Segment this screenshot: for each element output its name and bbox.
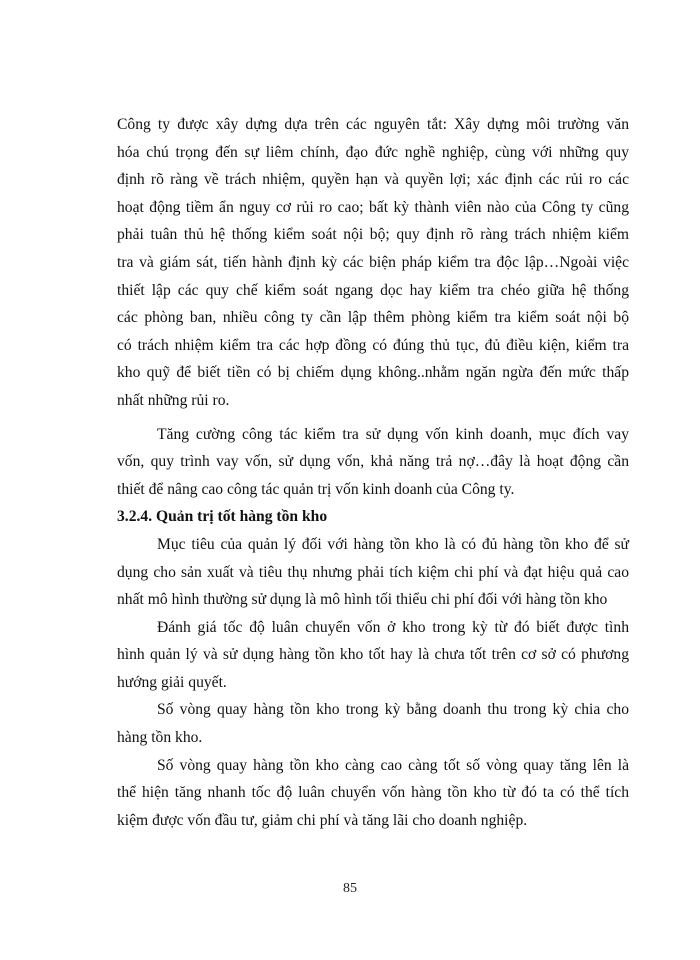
paragraph-turnover-benefit xyxy=(117,752,629,835)
text-line: hình quản lý và sử dụng hàng tồn kho tốt hay là chưa tốt trên cơ sở có phương xyxy=(117,646,629,664)
text-line: Tăng cường công tác kiểm tra sử dụng vốn kinh doanh, mục đích vay xyxy=(157,425,629,443)
section-heading: 3.2.4. Quản trị tốt hàng tồn kho xyxy=(117,508,328,526)
text-line: hóa chú trọng đến sự liêm chính, đạo đức nghề nghiệp, cùng với những quy xyxy=(117,143,629,161)
text-line: hoạt động tiềm ẩn nguy cơ rủi ro cao; bất kỳ thành viên nào của Công ty cũng xyxy=(117,198,629,216)
text-line: hàng tồn kho. xyxy=(117,729,203,747)
page-number: 85 xyxy=(343,881,357,896)
text-line: vốn, quy trình vay vốn, sử dụng vốn, khả năng trả nợ…đây là hoạt động cần xyxy=(117,453,629,471)
paragraph-inventory-objective xyxy=(117,531,629,614)
text-line: phải tuân thủ hệ thống kiểm soát nội bộ; quy định rõ ràng trách nhiệm kiểm xyxy=(117,226,629,244)
page-body xyxy=(117,111,629,834)
text-line: thiết để nâng cao công tác quản trị vốn kinh doanh của Công ty. xyxy=(117,480,515,498)
text-line: nhất mô hình thường sử dụng là mô hình tối thiểu chi phí đối với hàng tồn kho xyxy=(117,591,608,609)
text-line: thiết lập các quy chế kiểm soát ngang dọc hay kiểm tra chéo giữa hệ thống xyxy=(117,281,629,299)
text-line: có trách nhiệm kiểm tra các hợp đồng có đúng thủ tục, đủ điều kiện, kiểm tra xyxy=(117,336,629,354)
text-line: thể hiện tăng nhanh tốc độ luân chuyển vốn hàng tồn kho từ đó ta có thể tích xyxy=(117,784,629,802)
paragraph-turnover-evaluation xyxy=(117,614,629,697)
text-line: hướng giải quyết. xyxy=(117,673,227,691)
paragraph-internal-control-principles xyxy=(117,111,629,415)
text-line: định rõ ràng về trách nhiệm, quyền hạn và quyền lợi; xác định các rủi ro các xyxy=(117,171,629,189)
text-line: nhất những rủi ro. xyxy=(117,391,230,409)
text-line: tra và giám sát, tiến hành định kỳ các biện pháp kiểm tra độc lập…Ngoài việc xyxy=(117,253,629,271)
text-line: dụng cho sản xuất và tiêu thụ nhưng phải tích kiệm chi phí và đạt hiệu quả cao xyxy=(117,563,629,581)
text-line: Mục tiêu của quản lý đối với hàng tồn kho là có đủ hàng tồn kho để sử xyxy=(157,535,629,553)
paragraph-turnover-formula xyxy=(117,696,629,751)
paragraph-capital-usage-inspection xyxy=(117,421,629,504)
text-line: các phòng ban, nhiều công ty cần lập thêm phòng kiểm tra kiểm soát nội bộ xyxy=(117,309,629,327)
text-line: Đánh giá tốc độ luân chuyển vốn ở kho trong kỳ từ đó biết được tình xyxy=(157,618,629,636)
text-line: kho quỹ để biết tiền có bị chiếm dụng không..nhằm ngăn ngừa đến mức thấp xyxy=(117,364,629,382)
text-line: Công ty được xây dựng dựa trên các nguyên tắt: Xây dựng môi trường văn xyxy=(117,116,629,133)
text-line: Số vòng quay hàng tồn kho càng cao càng tốt số vòng quay tăng lên là xyxy=(157,756,629,774)
text-line: kiệm được vốn đầu tư, giảm chi phí và tăng lãi cho doanh nghiệp. xyxy=(117,811,528,829)
text-line: Số vòng quay hàng tồn kho trong kỳ bằng doanh thu trong kỳ chia cho xyxy=(157,701,629,719)
